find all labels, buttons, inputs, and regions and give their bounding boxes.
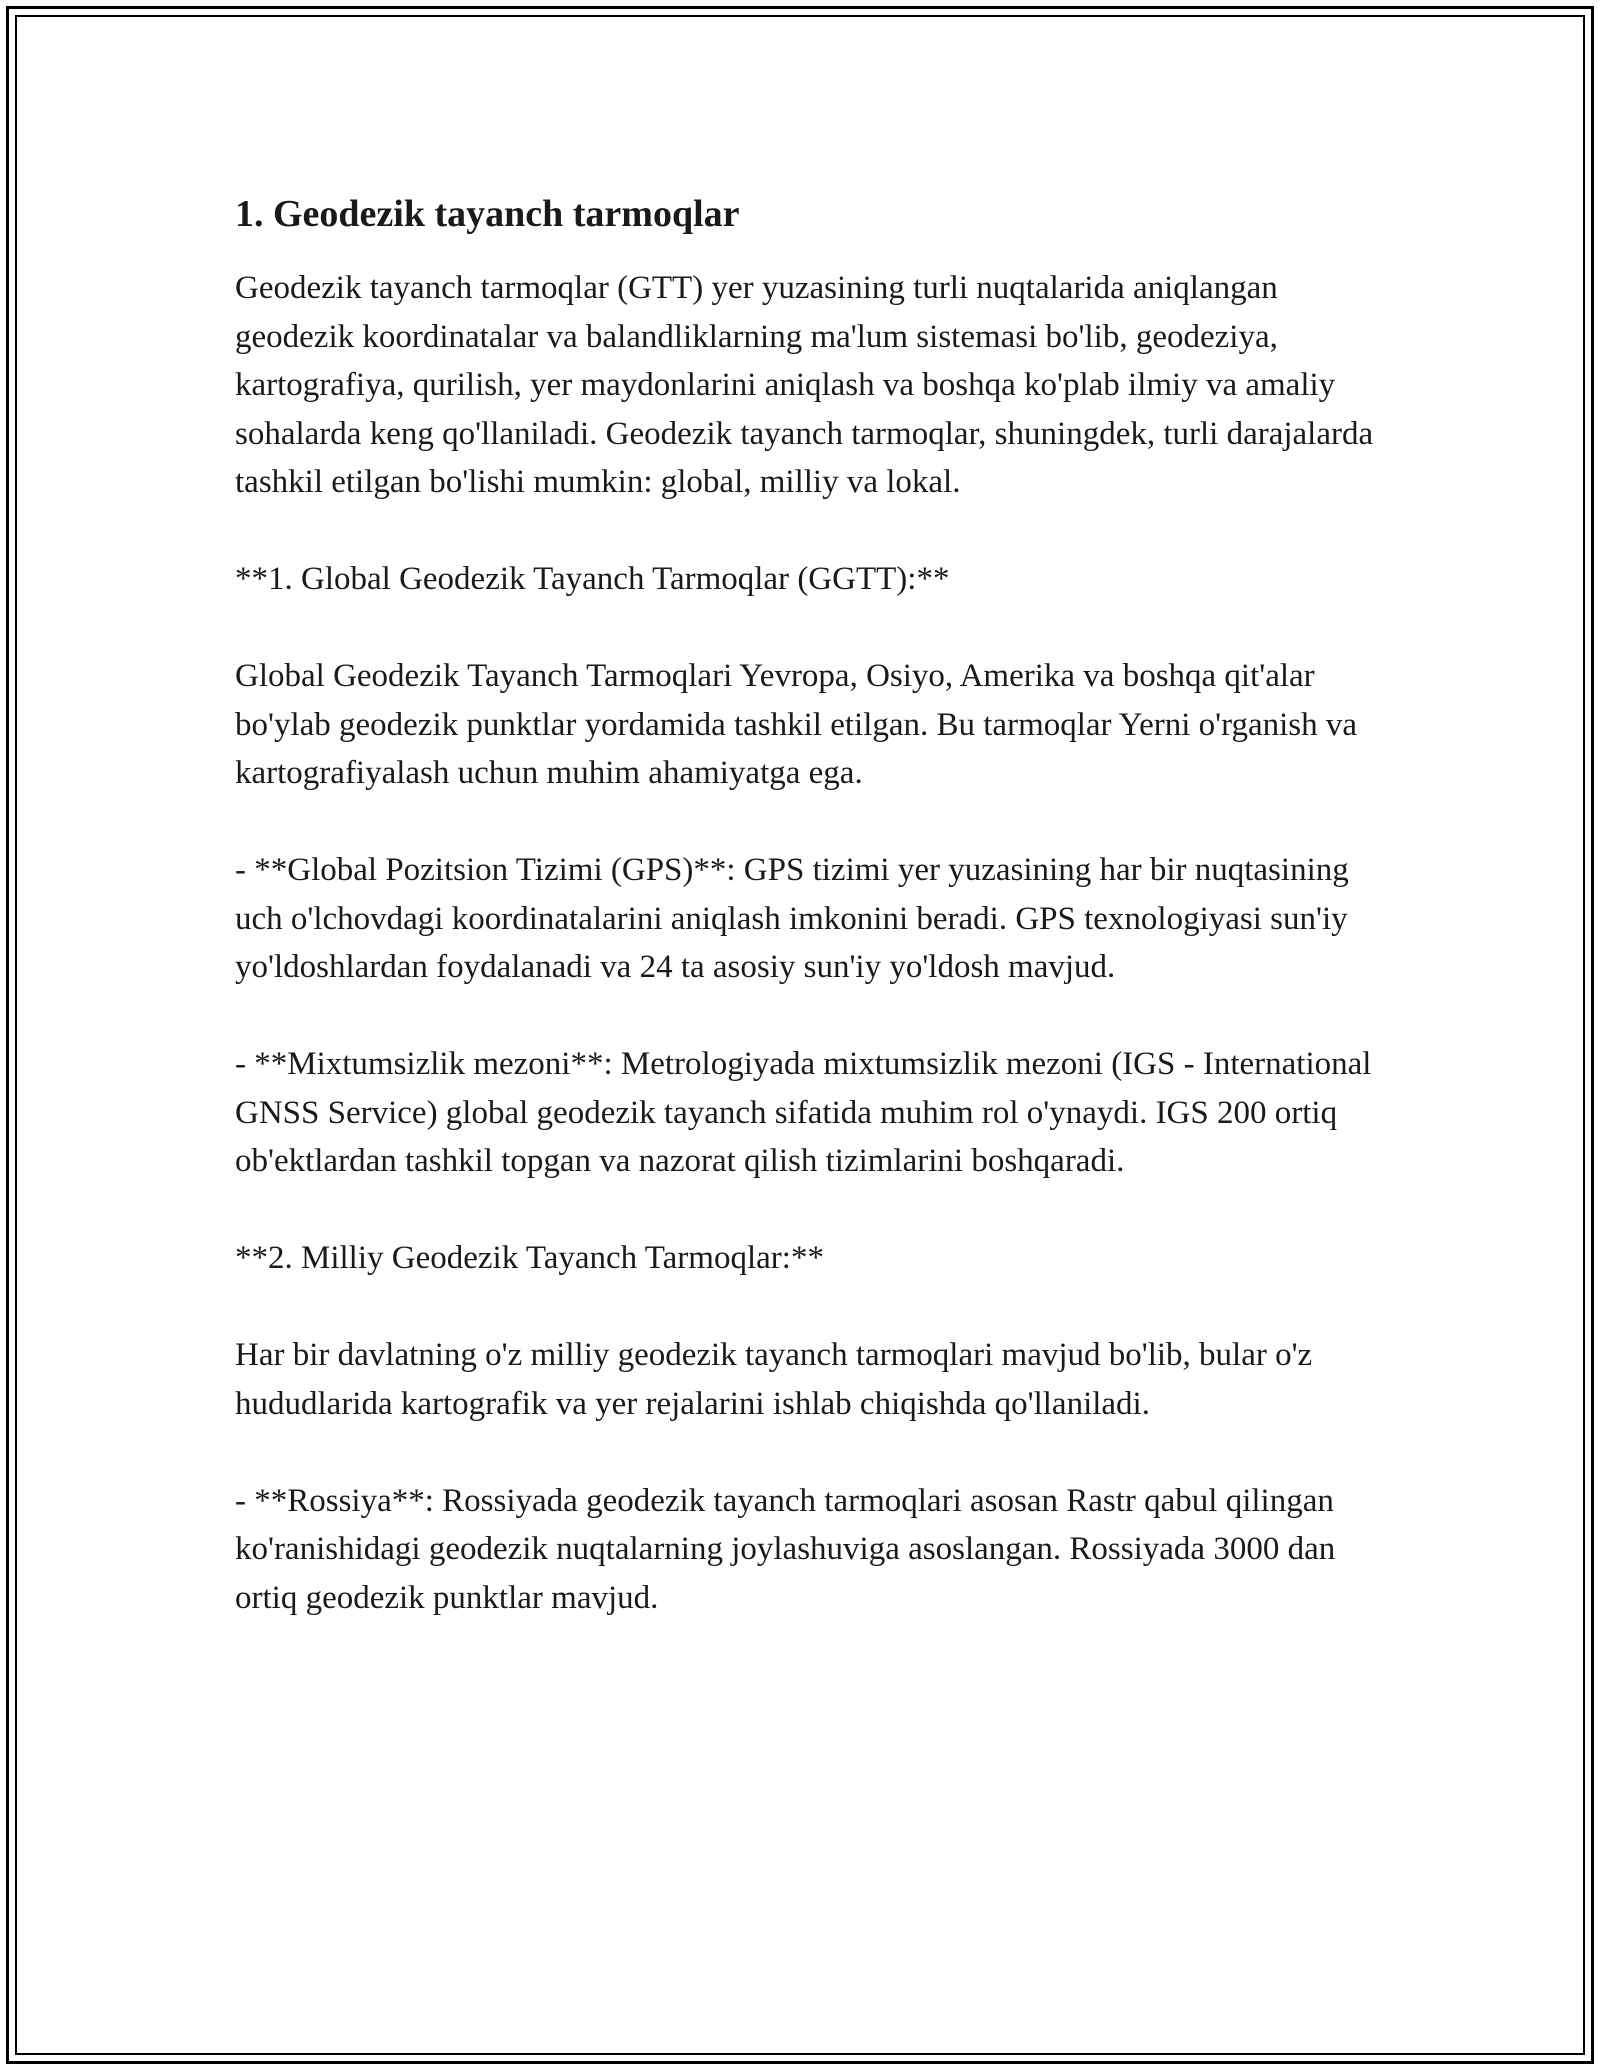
paragraph-gap [235, 798, 1375, 847]
national-network-paragraph: Har bir davlatning o'z milliy geodezik tayanch tarmoqlari mavjud bo'lib, bular o'z hududlarida kartografik va yer rejalarini ishlab chiqishda qo'llaniladi. [235, 1337, 1313, 1422]
document-title: 1. Geodezik tayanch tarmoqlar [235, 193, 740, 235]
gps-bullet-paragraph: - **Global Pozitsion Tizimi (GPS)**: GPS tizimi yer yuzasining har bir nuqtasining uch o'lchovdagi koordinatalarini aniqlash imkonini beradi. GPS texnologiyasi sun'iy yo'ldoshlardan foydalanadi va 24 ta asosiy sun'iy yo'ldosh mavjud. [235, 852, 1349, 985]
igs-bullet-paragraph: - **Mixtumsizlik mezoni**: Metrologiyada mixtumsizlik mezoni (IGS - International GNSS Service) global geodezik tayanch sifatida muhim rol o'ynaydi. IGS 200 ortiq ob'ektlardan tashkil topgan va nazorat qilish tizimlarini boshqaradi. [235, 1046, 1372, 1179]
section-heading-national: **2. Milliy Geodezik Tayanch Tarmoqlar:** [235, 1240, 824, 1276]
paragraph-gap [235, 507, 1375, 556]
russia-bullet-paragraph: - **Rossiya**: Rossiyada geodezik tayanch tarmoqlari asosan Rastr qabul qilingan ko'ranishidagi geodezik nuqtalarning joylashuviga asoslangan. Rossiyada 3000 dan ortiq geodezik punktlar mavjud. [235, 1482, 1336, 1616]
document-body [235, 186, 1375, 1622]
global-network-paragraph: Global Geodezik Tayanch Tarmoqlari Yevropa, Osiyo, Amerika va boshqa qit'alar bo'ylab geodezik punktlar yordamida tashkil etilgan. Bu tarmoqlar Yerni o'rganish va kartografiyalash uchun muhim ahamiyatga ega. [235, 658, 1358, 791]
section-heading-global: **1. Global Geodezik Tayanch Tarmoqlar (GGTT):** [235, 561, 950, 597]
paragraph-gap [235, 1283, 1375, 1332]
paragraph-gap [235, 604, 1375, 653]
paragraph-gap [235, 1186, 1375, 1235]
intro-paragraph: Geodezik tayanch tarmoqlar (GTT) yer yuzasining turli nuqtalarida aniqlangan geodezik koordinatalar va balandliklarning ma'lum sistemasi bo'lib, geodeziya, kartografiya, qurilish, yer maydonlarini aniqlash va boshqa ko'plab ilmiy va amaliy sohalarda keng qo'llaniladi. Geodezik tayanch tarmoqlar, shuningdek, turli darajalarda tashkil etilgan bo'lishi mumkin: global, milliy va lokal. [235, 270, 1374, 500]
paragraph-gap [235, 1428, 1375, 1477]
paragraph-gap [235, 992, 1375, 1041]
